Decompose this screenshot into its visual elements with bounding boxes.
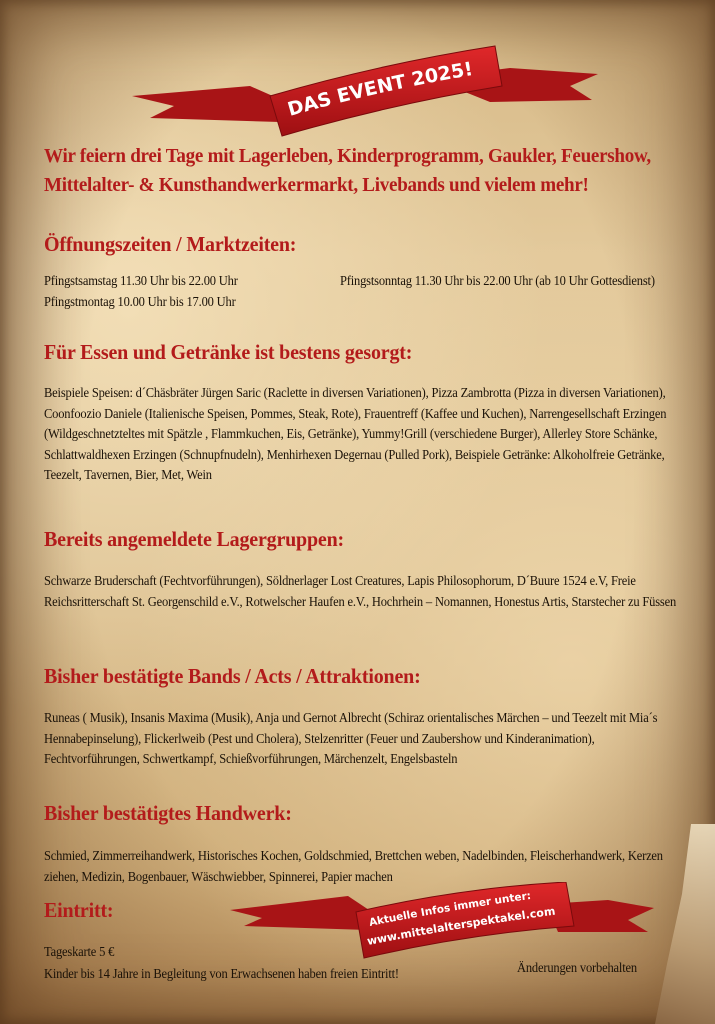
camps-heading: Bereits angemeldete Lagergruppen: <box>44 527 345 551</box>
bands-heading: Bisher bestätigte Bands / Acts / Attraktionen: <box>44 664 421 688</box>
hours-monday: Pfingstmontag 10.00 Uhr bis 17.00 Uhr <box>44 294 236 309</box>
bands-heading-wrap <box>44 664 449 689</box>
camps-heading-wrap <box>44 527 367 552</box>
changes-note: Änderungen vorbehalten <box>517 960 637 975</box>
crafts-text: Schmied, Zimmerreihandwerk, Historisches Kochen, Goldschmied, Brettchen weben, Nadelbinden, Fleischerhandwerk, Kerzen ziehen, Medizin, Bogenbauer, Wäschwiebber, Spinnerei, Papier machen <box>44 848 663 884</box>
entry-kids: Kinder bis 14 Jahre in Begleitung von Erwachsenen haben freien Eintritt! <box>44 966 399 981</box>
intro-text: Wir feiern drei Tage mit Lagerleben, Kinderprogramm, Gaukler, Feuershow, Mittelalter- & Kunsthandwerkermarkt, Livebands und vielem mehr! <box>44 145 651 196</box>
entry-heading: Eintritt: <box>44 898 114 922</box>
camps-text: Schwarze Bruderschaft (Fechtvorführungen), Söldnerlager Lost Creatures, Lapis Philosophorum, D´Buure 1524 e.V, Freie Reichsritterschaft St. Georgenschild e.V., Rotwelscher Haufen e.V., Hochrhein – Nomannen, Honestus Artis, Starstecher zu Füssen <box>44 573 677 609</box>
hours-heading: Öffnungszeiten / Marktzeiten: <box>44 232 297 256</box>
food-heading: Für Essen und Getränke ist bestens gesorgt: <box>44 340 413 364</box>
hours-sunday: Pfingstsonntag 11.30 Uhr bis 22.00 Uhr (ab 10 Uhr Gottesdienst) <box>340 273 655 288</box>
crafts-heading: Bisher bestätigtes Handwerk: <box>44 801 292 825</box>
food-heading-wrap <box>44 340 440 365</box>
info-ribbon-banner <box>228 882 656 960</box>
crafts-heading-wrap <box>44 801 310 826</box>
hours-heading-wrap <box>44 232 315 257</box>
banner-website-link[interactable]: www.mittelalterspektakel.com <box>366 904 557 948</box>
event-ribbon-banner <box>130 38 600 138</box>
entry-heading-wrap <box>44 898 119 923</box>
intro-block <box>44 142 684 200</box>
banner-title: DAS EVENT 2025! <box>285 57 475 121</box>
hours-saturday: Pfingstsamstag 11.30 Uhr bis 22.00 Uhr <box>44 273 238 288</box>
entry-ticket: Tageskarte 5 € <box>44 944 115 959</box>
food-text: Beispiele Speisen: d´Chäsbräter Jürgen Saric (Raclette in diversen Variationen), Pizza Zambrotta (Pizza in diversen Variationen), Coonfoozio Daniele (Italienische Speisen, Pommes, Steak, Rote), Frauentreff (Kaffee und Kuchen), Narrengesellschaft Erzingen (Wildgeschnetzteltes mit Spätzle , Flammkuchen, Eis, Getränke), Yummy!Grill (verschiedene Burger), Allerley Store Schänke, Schlattwaldhexen Erzingen (Schnupfnudeln), Menhirhexen Degernau (Pulled Pork), Beispiele Getränke: Alkoholfreie Getränke, Teezelt, Tavernen, Bier, Met, Wein <box>44 385 667 482</box>
bands-text: Runeas ( Musik), Insanis Maxima (Musik), Anja und Gernot Albrecht (Schiraz orientalisches Märchen – und Teezelt mit Mia´s Hennabepinselung), Flickerlweib (Pest und Cholera), Stelzenritter (Feuer und Zaubershow und Kinderanimation), Fechtvorführungen, Schwertkampf, Schießvorführungen, Märchenzelt, Engelsbasteln <box>44 710 658 766</box>
banner-info-label: Aktuelle Infos immer unter: <box>368 889 532 929</box>
